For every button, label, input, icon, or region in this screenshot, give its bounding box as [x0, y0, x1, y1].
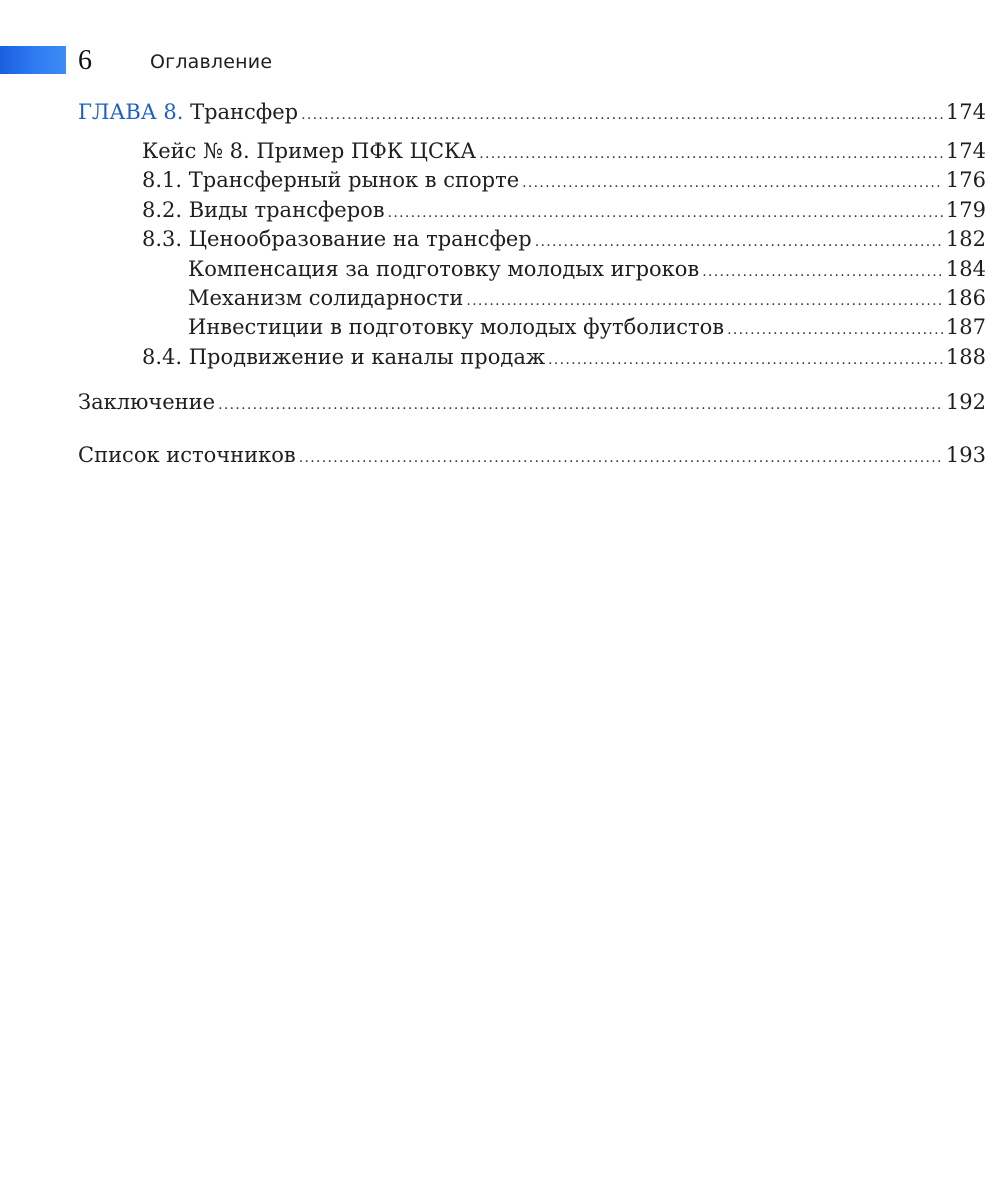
toc-entry-8-1[interactable]	[142, 166, 986, 197]
toc-page-number: 186	[945, 286, 986, 310]
toc-entry-title: Кейс № 8. Пример ПФК ЦСКА	[142, 139, 477, 163]
toc-entry-conclusion[interactable]	[78, 388, 986, 419]
page-header	[0, 42, 400, 78]
running-header-title: Оглавление	[150, 51, 273, 73]
toc-entry-title	[78, 98, 298, 126]
toc-page-number: 176	[945, 168, 986, 192]
leader-dots	[299, 444, 943, 472]
toc-entry-title: Механизм солидарности	[188, 286, 464, 310]
toc-page-number: 184	[945, 257, 986, 281]
toc-entry-8-4[interactable]	[142, 343, 986, 374]
leader-dots	[548, 346, 943, 374]
toc-entry-title: 8.4. Продвижение и каналы продаж	[142, 345, 546, 369]
toc-entry-title: Компенсация за подготовку молодых игроков	[188, 257, 700, 281]
header-accent-bar	[0, 46, 66, 74]
toc-entry-title: 8.1. Трансферный рынок в спорте	[142, 168, 520, 192]
toc-page-number: 188	[945, 345, 986, 369]
leader-dots	[727, 316, 943, 344]
toc-page-number: 187	[945, 315, 986, 339]
page-number: 6	[78, 45, 92, 76]
toc-page-number: 174	[945, 139, 986, 163]
toc-entry-8-2[interactable]	[142, 196, 986, 227]
leader-dots	[702, 258, 943, 286]
toc-entry-8-3[interactable]	[142, 225, 986, 256]
toc-entry-case-8[interactable]	[142, 137, 986, 168]
toc-entry-title: Инвестиции в подготовку молодых футболистов	[188, 315, 725, 339]
toc-page-number: 174	[945, 100, 986, 124]
leader-dots	[479, 140, 943, 168]
toc-page-number: 179	[945, 198, 986, 222]
leader-dots	[301, 101, 943, 129]
chapter-title: Трансфер	[190, 100, 299, 124]
leader-dots	[522, 169, 943, 197]
chapter-label: ГЛАВА 8.	[78, 100, 184, 124]
leader-dots	[466, 287, 943, 315]
toc-page-number: 182	[945, 227, 986, 251]
toc-entry-title: 8.3. Ценообразование на трансфер	[142, 227, 532, 251]
toc-page-number: 192	[945, 390, 986, 414]
toc-entry-title: 8.2. Виды трансферов	[142, 198, 385, 222]
toc-chapter-8[interactable]	[78, 98, 986, 129]
leader-dots	[535, 228, 943, 256]
leader-dots	[218, 391, 943, 419]
toc-entry-solidarity[interactable]	[188, 284, 986, 315]
toc-page-number: 193	[945, 443, 986, 467]
toc-entry-title: Список источников	[78, 443, 296, 467]
leader-dots	[388, 199, 943, 227]
toc-entry-investments[interactable]	[188, 313, 986, 344]
toc-entry-sources[interactable]	[78, 441, 986, 472]
toc-entry-compensation[interactable]	[188, 255, 986, 286]
toc-entry-title: Заключение	[78, 390, 216, 414]
